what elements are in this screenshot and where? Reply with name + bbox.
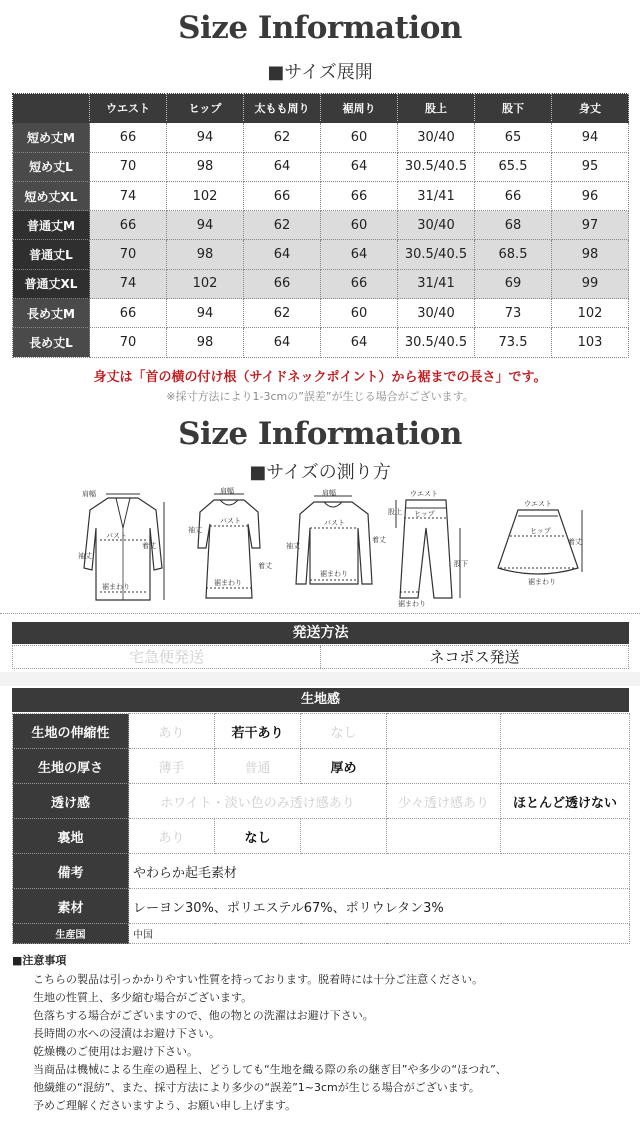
fabric-row-origin — [13, 924, 630, 944]
size-row — [13, 181, 629, 210]
size-cell: 96 — [552, 181, 629, 210]
size-cell: 60 — [321, 299, 398, 328]
empty-cell — [501, 749, 630, 784]
size-cell: 64 — [321, 328, 398, 357]
waist-label: ウエスト — [410, 490, 438, 498]
col-header: 太もも周り — [244, 94, 321, 123]
size-cell: 99 — [552, 269, 629, 298]
sleeve-label: 袖丈 — [188, 526, 202, 534]
size-row — [13, 269, 629, 298]
size-row-label: 短め丈M — [13, 123, 90, 152]
transparency-option: ホワイト・淡い色のみ透け感あり — [129, 784, 387, 819]
size-row — [13, 240, 629, 269]
corner-cell — [13, 94, 90, 123]
row-label: 備考 — [13, 854, 129, 889]
size-cell: 102 — [552, 299, 629, 328]
material-value: レーヨン30%、ポリエステル67%、ポリウレタン3% — [129, 889, 630, 924]
size-row — [13, 211, 629, 240]
section-divider — [0, 613, 640, 614]
caution-item: 長時間の水への浸漬はお避け下さい。 — [33, 1027, 220, 1040]
size-cell: 70 — [90, 240, 167, 269]
bust-label: バスト — [106, 532, 127, 540]
size-cell: 31/41 — [398, 181, 475, 210]
size-cell: 66 — [244, 181, 321, 210]
size-info-title: Size Information — [178, 10, 462, 46]
transparency-option-selected: ほとんど透けない — [501, 784, 630, 819]
row-label: 生地の伸縮性 — [13, 714, 129, 749]
col-header: 身丈 — [552, 94, 629, 123]
shipping-option-nekopos: ネコポス発送 — [429, 648, 520, 666]
col-header: 股下 — [475, 94, 552, 123]
size-row-label: 短め丈L — [13, 152, 90, 181]
length-definition-note: 身丈は「首の横の付け根（サイドネックポイント）から裾までの長さ」です。 — [93, 370, 547, 385]
size-range-subtitle: ■サイズ展開 — [267, 62, 373, 83]
size-cell: 73.5 — [475, 328, 552, 357]
bust-label: バスト — [324, 519, 345, 527]
size-cell: 64 — [244, 328, 321, 357]
fabric-row-remarks — [13, 854, 630, 889]
caution-item: 生地の性質上、多少縮む場合がございます。 — [33, 991, 253, 1004]
size-cell: 62 — [244, 123, 321, 152]
measure-method-subtitle: ■サイズの測り方 — [249, 462, 391, 483]
skirt-illustration — [488, 488, 588, 608]
size-cell: 98 — [167, 152, 244, 181]
thickness-option: 普通 — [215, 749, 301, 784]
size-row-label: 長め丈L — [13, 328, 90, 357]
size-cell: 30/40 — [398, 211, 475, 240]
bust-label: バスト — [220, 517, 241, 525]
row-label: 生地の厚さ — [13, 749, 129, 784]
length-label: 着丈 — [372, 536, 386, 544]
row-label: 裏地 — [13, 819, 129, 854]
rise-label: 股上 — [388, 508, 402, 516]
col-header: ウエスト — [90, 94, 167, 123]
coat-illustration — [78, 488, 168, 608]
size-cell: 30.5/40.5 — [398, 328, 475, 357]
shoulder-label: 肩幅 — [322, 489, 336, 497]
caution-list — [33, 971, 633, 1115]
size-cell: 68 — [475, 211, 552, 240]
size-cell: 66 — [90, 299, 167, 328]
spacer-band — [0, 672, 640, 686]
size-cell: 94 — [552, 123, 629, 152]
shipping-option-takkyubin: 宅急便発送 — [13, 646, 321, 668]
thickness-option: 薄手 — [129, 749, 215, 784]
size-row-label: 普通丈XL — [13, 269, 90, 298]
caution-item: 予めご理解くださいますよう、お願い申し上げます。 — [33, 1099, 297, 1112]
origin-value: 中国 — [129, 924, 630, 944]
col-header: 裾周り — [321, 94, 398, 123]
size-cell: 94 — [167, 123, 244, 152]
size-cell: 66 — [244, 269, 321, 298]
hem-label: 裾まわり — [102, 583, 130, 591]
size-cell: 73 — [475, 299, 552, 328]
size-cell: 102 — [167, 181, 244, 210]
row-label: 素材 — [13, 889, 129, 924]
transparency-option: 少々透け感あり — [387, 784, 501, 819]
caution-title: ■注意事項 — [12, 954, 67, 967]
size-table-header — [13, 94, 629, 123]
shoulder-label: 肩幅 — [82, 490, 96, 498]
length-label: 着丈 — [142, 542, 156, 550]
size-cell: 74 — [90, 269, 167, 298]
fabric-title: 生地感 — [12, 688, 629, 712]
empty-cell — [387, 749, 501, 784]
size-cell: 30.5/40.5 — [398, 152, 475, 181]
empty-cell — [501, 714, 630, 749]
fabric-row-material — [13, 889, 630, 924]
size-cell: 30.5/40.5 — [398, 240, 475, 269]
shipping-title: 発送方法 — [12, 622, 629, 644]
hip-label: ヒップ — [530, 527, 551, 535]
size-row-label: 短め丈XL — [13, 181, 90, 210]
length-label: 着丈 — [258, 562, 272, 570]
size-cell: 64 — [244, 240, 321, 269]
size-cell: 66 — [321, 181, 398, 210]
length-label: 着丈 — [568, 538, 582, 546]
caution-item: こちらの製品は引っかかりやすい性質を持っております。脱着時には十分ご注意ください。 — [33, 973, 484, 986]
dress-illustration — [188, 488, 270, 608]
size-cell: 60 — [321, 123, 398, 152]
col-header: 股上 — [398, 94, 475, 123]
empty-cell — [387, 714, 501, 749]
hem-label: 裾まわり — [214, 579, 242, 587]
size-cell: 102 — [167, 269, 244, 298]
size-row — [13, 152, 629, 181]
empty-cell — [501, 819, 630, 854]
size-cell: 62 — [244, 299, 321, 328]
size-cell: 65 — [475, 123, 552, 152]
empty-cell — [387, 819, 501, 854]
thickness-option-selected: 厚め — [301, 749, 387, 784]
shoulder-label: 肩幅 — [220, 487, 234, 495]
size-table — [12, 93, 629, 358]
size-cell: 64 — [321, 240, 398, 269]
size-info-title-2: Size Information — [178, 416, 462, 452]
size-cell: 69 — [475, 269, 552, 298]
size-cell: 98 — [167, 328, 244, 357]
size-cell: 66 — [90, 211, 167, 240]
size-cell: 94 — [167, 211, 244, 240]
sweater-illustration — [286, 488, 386, 608]
size-cell: 68.5 — [475, 240, 552, 269]
size-cell: 62 — [244, 211, 321, 240]
size-cell: 66 — [90, 123, 167, 152]
row-label: 生産国 — [13, 924, 129, 944]
fabric-table — [12, 713, 630, 944]
caution-item: 当商品は機械による生産の過程上、どうしても“生地を織る際の糸の継ぎ目”や多少の“ほつれ”、 — [33, 1063, 507, 1076]
size-cell: 95 — [552, 152, 629, 181]
size-cell: 66 — [475, 181, 552, 210]
caution-item: 乾燥機のご使用はお避け下さい。 — [33, 1045, 198, 1058]
size-cell: 97 — [552, 211, 629, 240]
hem-label: 裾まわり — [320, 570, 348, 578]
measurement-error-note: ※採寸方法により1-3cmの”誤差”が生じる場合がございます。 — [166, 390, 474, 403]
stretch-option: なし — [301, 714, 387, 749]
size-cell: 30/40 — [398, 299, 475, 328]
size-cell: 98 — [167, 240, 244, 269]
size-cell: 64 — [321, 152, 398, 181]
size-row — [13, 299, 629, 328]
remarks-value: やわらか起毛素材 — [129, 854, 630, 889]
caution-item: 他繊維の“混紡”、また、採寸方法により多少の“誤差”1~3cmが生じる場合がございます。 — [33, 1081, 480, 1094]
size-cell: 31/41 — [398, 269, 475, 298]
caution-item: 色落ちする場合がございますので、他の物との洗濯はお避け下さい。 — [33, 1009, 374, 1022]
size-row-label: 長め丈M — [13, 299, 90, 328]
size-cell: 94 — [167, 299, 244, 328]
shipping-options — [12, 645, 629, 669]
size-cell: 66 — [321, 269, 398, 298]
size-cell: 74 — [90, 181, 167, 210]
size-row — [13, 123, 629, 152]
fabric-row-transparency — [13, 784, 630, 819]
fabric-row-stretch — [13, 714, 630, 749]
size-cell: 65.5 — [475, 152, 552, 181]
size-cell: 70 — [90, 152, 167, 181]
size-cell: 70 — [90, 328, 167, 357]
size-row-label: 普通丈L — [13, 240, 90, 269]
row-label: 透け感 — [13, 784, 129, 819]
fabric-row-thickness — [13, 749, 630, 784]
size-row-label: 普通丈M — [13, 211, 90, 240]
lining-option-selected: なし — [215, 819, 301, 854]
size-cell: 30/40 — [398, 123, 475, 152]
hip-label: ヒップ — [414, 510, 435, 518]
sleeve-label: 袖丈 — [78, 552, 92, 560]
lining-option: あり — [129, 819, 215, 854]
size-cell: 103 — [552, 328, 629, 357]
hem-label: 裾まわり — [398, 600, 426, 608]
hem-label: 裾まわり — [528, 578, 556, 586]
inseam-label: 股下 — [454, 560, 468, 568]
empty-cell — [301, 819, 387, 854]
fabric-row-lining — [13, 819, 630, 854]
stretch-option-selected: 若干あり — [215, 714, 301, 749]
stretch-option: あり — [129, 714, 215, 749]
size-cell: 64 — [244, 152, 321, 181]
size-row — [13, 328, 629, 357]
size-cell: 98 — [552, 240, 629, 269]
size-cell: 60 — [321, 211, 398, 240]
sleeve-label: 袖丈 — [286, 542, 300, 550]
col-header: ヒップ — [167, 94, 244, 123]
waist-label: ウエスト — [524, 500, 552, 508]
pants-illustration — [388, 488, 468, 608]
